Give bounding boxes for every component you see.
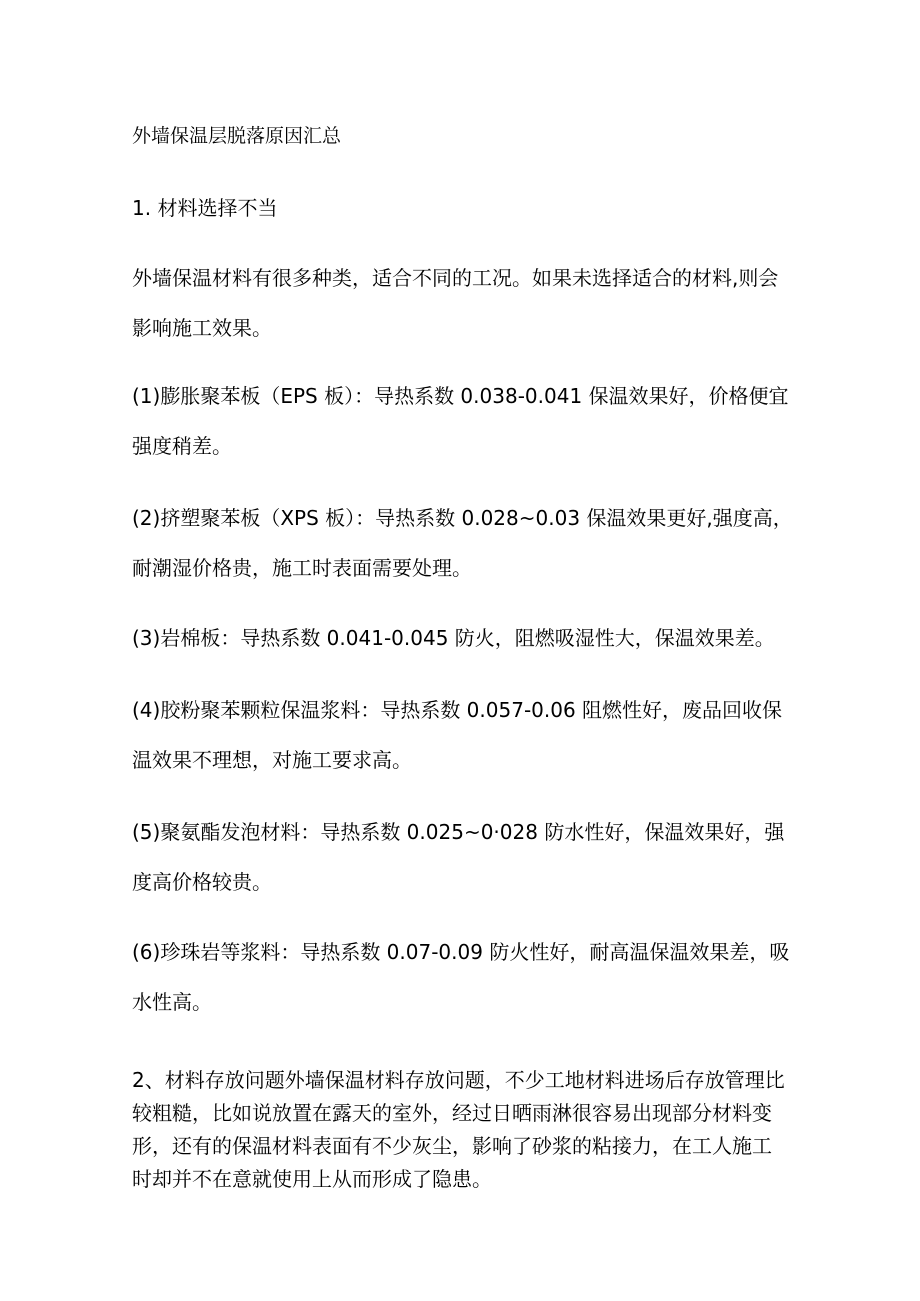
item-4-line-2: 温效果不理想，对施工要求高。	[132, 748, 412, 772]
intro-line-2: 影响施工效果。	[132, 316, 272, 340]
document-title: 外墙保温层脱落原因汇总	[132, 125, 342, 147]
item-6-line-2: 水性高。	[132, 990, 212, 1014]
item-4-line-1: (4)胶粉聚苯颗粒保温浆料：导热系数 0.057-0.06 阻燃性好，废品回收保	[132, 698, 783, 722]
item-1-line-1: (1)膨胀聚苯板（EPS 板）：导热系数 0.038-0.041 保温效果好，价格便宜	[132, 384, 789, 408]
item-5-line-1: (5)聚氨酯发泡材料：导热系数 0.025~0·028 防水性好，保温效果好，强	[132, 820, 785, 844]
item-6-line-1: (6)珍珠岩等浆料：导热系数 0.07-0.09 防火性好，耐高温保温效果差，吸	[132, 940, 790, 964]
intro-line-1: 外墙保温材料有很多种类，适合不同的工况。如果未选择适合的材料,则会	[132, 266, 779, 290]
item-5-line-2: 度高价格较贵。	[132, 870, 272, 894]
section-2-line-1: 2、材料存放问题外墙保温材料存放问题，不少工地材料进场后存放管理比	[132, 1068, 785, 1092]
item-2-line-1: (2)挤塑聚苯板（XPS 板）：导热系数 0.028~0.03 保温效果更好,强度高，	[132, 506, 793, 530]
section-2-paragraph	[132, 1064, 792, 1196]
section-2-line-3: 形，还有的保温材料表面有不少灰尘，影响了砂浆的粘接力，在工人施工	[132, 1134, 772, 1158]
item-3-line-1: (3)岩棉板：导热系数 0.041-0.045 防火，阻燃吸湿性大，保温效果差。	[132, 626, 775, 650]
section-2-line-2: 较粗糙，比如说放置在露天的室外，经过日晒雨淋很容易出现部分材料变	[132, 1101, 772, 1125]
item-2-line-2: 耐潮湿价格贵，施工时表面需要处理。	[132, 556, 472, 580]
item-1-line-2: 强度稍差。	[132, 434, 232, 458]
section-2-line-4: 时却并不在意就使用上从而形成了隐患。	[132, 1167, 492, 1191]
section-1-heading: 1. 材料选择不当	[132, 196, 278, 220]
